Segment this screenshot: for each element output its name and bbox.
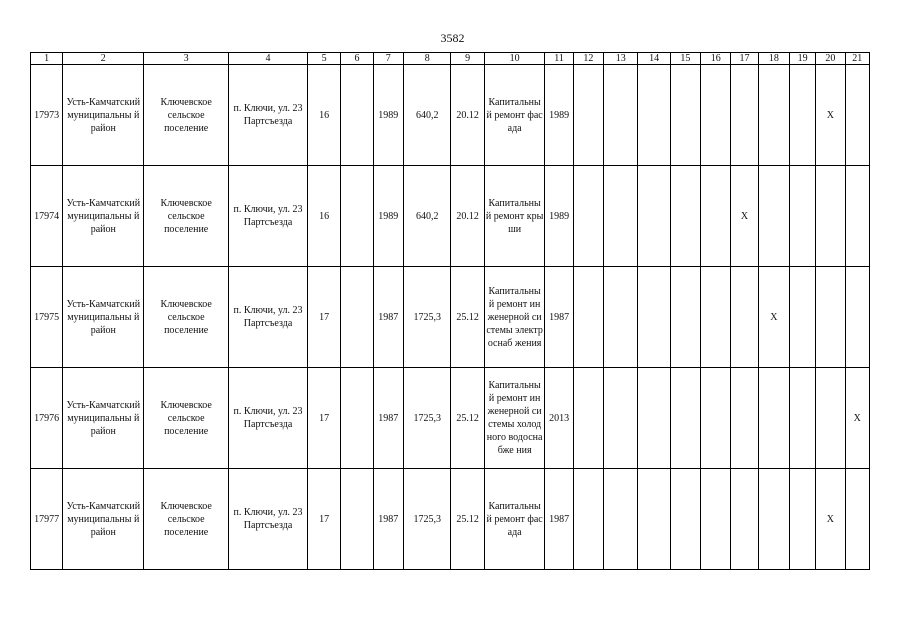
column-number: 14 (638, 53, 670, 65)
mark-cell (731, 368, 758, 469)
house-number-cell: 17 (307, 469, 340, 570)
mark-cell (604, 166, 638, 267)
mark-cell (701, 267, 731, 368)
mark-cell: X (816, 65, 845, 166)
settlement-cell: Ключевское сельское поселение (144, 267, 229, 368)
mark-cell (789, 166, 815, 267)
settlement-cell: Ключевское сельское поселение (144, 469, 229, 570)
column-number: 7 (373, 53, 403, 65)
mark-cell (670, 65, 700, 166)
column-number: 12 (573, 53, 603, 65)
table-row (31, 267, 870, 368)
mark-cell (604, 65, 638, 166)
year-built-cell: 1987 (373, 469, 403, 570)
column-number-row (31, 53, 870, 65)
work-type-cell: Капитальны й ремонт фасада (484, 469, 545, 570)
mark-cell (670, 368, 700, 469)
table-row (31, 469, 870, 570)
mark-cell (701, 166, 731, 267)
mark-cell (604, 469, 638, 570)
work-type-cell: Капитальны й ремонт инженерной системы холодного водоснабже ния (484, 368, 545, 469)
mark-cell (638, 267, 670, 368)
house-number-cell: 16 (307, 65, 340, 166)
column-number: 6 (341, 53, 373, 65)
address-cell: п. Ключи, ул. 23 Партсъезда (229, 166, 308, 267)
record-id: 17973 (31, 65, 63, 166)
col9-cell: 20.12 (451, 166, 484, 267)
column-number: 5 (307, 53, 340, 65)
mark-cell (670, 267, 700, 368)
mark-cell (789, 469, 815, 570)
district-cell: Усть-Камчатский муниципальны й район (63, 267, 144, 368)
mark-cell (701, 368, 731, 469)
col6-cell (341, 368, 373, 469)
work-type-cell: Капитальны й ремонт фасада (484, 65, 545, 166)
col11-cell: 1987 (545, 469, 573, 570)
column-number: 16 (701, 53, 731, 65)
mark-cell (731, 469, 758, 570)
year-built-cell: 1987 (373, 267, 403, 368)
table-row (31, 368, 870, 469)
year-built-cell: 1987 (373, 368, 403, 469)
column-number: 4 (229, 53, 308, 65)
mark-cell (701, 469, 731, 570)
column-number: 10 (484, 53, 545, 65)
address-cell: п. Ключи, ул. 23 Партсъезда (229, 469, 308, 570)
mark-cell (789, 368, 815, 469)
mark-cell (816, 368, 845, 469)
address-cell: п. Ключи, ул. 23 Партсъезда (229, 65, 308, 166)
col6-cell (341, 65, 373, 166)
district-cell: Усть-Камчатский муниципальны й район (63, 368, 144, 469)
mark-cell (845, 267, 869, 368)
page-number: 3582 (440, 31, 465, 45)
column-number: 19 (789, 53, 815, 65)
col11-cell: 1987 (545, 267, 573, 368)
record-id: 17974 (31, 166, 63, 267)
mark-cell (638, 469, 670, 570)
column-number: 13 (604, 53, 638, 65)
mark-cell (638, 166, 670, 267)
col6-cell (341, 166, 373, 267)
work-type-cell: Капитальны й ремонт инженерной системы электроснаб жения (484, 267, 545, 368)
col11-cell: 1989 (545, 65, 573, 166)
col9-cell: 25.12 (451, 368, 484, 469)
mark-cell (638, 368, 670, 469)
house-number-cell: 16 (307, 166, 340, 267)
mark-cell: X (731, 166, 758, 267)
mark-cell (701, 65, 731, 166)
mark-cell (845, 65, 869, 166)
mark-cell: X (758, 267, 789, 368)
settlement-cell: Ключевское сельское поселение (144, 65, 229, 166)
house-number-cell: 17 (307, 368, 340, 469)
record-id: 17976 (31, 368, 63, 469)
mark-cell (604, 368, 638, 469)
table-row (31, 166, 870, 267)
mark-cell: X (845, 368, 869, 469)
col11-cell: 2013 (545, 368, 573, 469)
mark-cell (789, 65, 815, 166)
mark-cell (670, 469, 700, 570)
mark-cell (845, 469, 869, 570)
column-number: 17 (731, 53, 758, 65)
col9-cell: 25.12 (451, 469, 484, 570)
mark-cell (638, 65, 670, 166)
table-row (31, 65, 870, 166)
column-number: 8 (403, 53, 451, 65)
address-cell: п. Ключи, ул. 23 Партсъезда (229, 267, 308, 368)
house-number-cell: 17 (307, 267, 340, 368)
register-table (30, 52, 870, 570)
mark-cell (573, 65, 603, 166)
address-cell: п. Ключи, ул. 23 Партсъезда (229, 368, 308, 469)
mark-cell (604, 267, 638, 368)
mark-cell (816, 267, 845, 368)
work-type-cell: Капитальны й ремонт крыши (484, 166, 545, 267)
column-number: 3 (144, 53, 229, 65)
mark-cell (731, 267, 758, 368)
mark-cell (573, 166, 603, 267)
settlement-cell: Ключевское сельское поселение (144, 166, 229, 267)
year-built-cell: 1989 (373, 65, 403, 166)
mark-cell (731, 65, 758, 166)
district-cell: Усть-Камчатский муниципальны й район (63, 65, 144, 166)
settlement-cell: Ключевское сельское поселение (144, 368, 229, 469)
area-cell: 640,2 (403, 65, 451, 166)
column-number: 21 (845, 53, 869, 65)
area-cell: 640,2 (403, 166, 451, 267)
col6-cell (341, 469, 373, 570)
district-cell: Усть-Камчатский муниципальны й район (63, 469, 144, 570)
col6-cell (341, 267, 373, 368)
mark-cell (845, 166, 869, 267)
mark-cell (758, 469, 789, 570)
mark-cell (758, 368, 789, 469)
year-built-cell: 1989 (373, 166, 403, 267)
record-id: 17977 (31, 469, 63, 570)
column-number: 9 (451, 53, 484, 65)
column-number: 15 (670, 53, 700, 65)
mark-cell (758, 166, 789, 267)
mark-cell (670, 166, 700, 267)
mark-cell (758, 65, 789, 166)
mark-cell (573, 368, 603, 469)
col9-cell: 20.12 (451, 65, 484, 166)
column-number: 2 (63, 53, 144, 65)
district-cell: Усть-Камчатский муниципальны й район (63, 166, 144, 267)
column-number: 20 (816, 53, 845, 65)
column-number: 1 (31, 53, 63, 65)
area-cell: 1725,3 (403, 267, 451, 368)
column-number: 18 (758, 53, 789, 65)
mark-cell (816, 166, 845, 267)
mark-cell (573, 267, 603, 368)
mark-cell (573, 469, 603, 570)
area-cell: 1725,3 (403, 368, 451, 469)
col9-cell: 25.12 (451, 267, 484, 368)
col11-cell: 1989 (545, 166, 573, 267)
mark-cell (789, 267, 815, 368)
mark-cell: X (816, 469, 845, 570)
column-number: 11 (545, 53, 573, 65)
area-cell: 1725,3 (403, 469, 451, 570)
record-id: 17975 (31, 267, 63, 368)
